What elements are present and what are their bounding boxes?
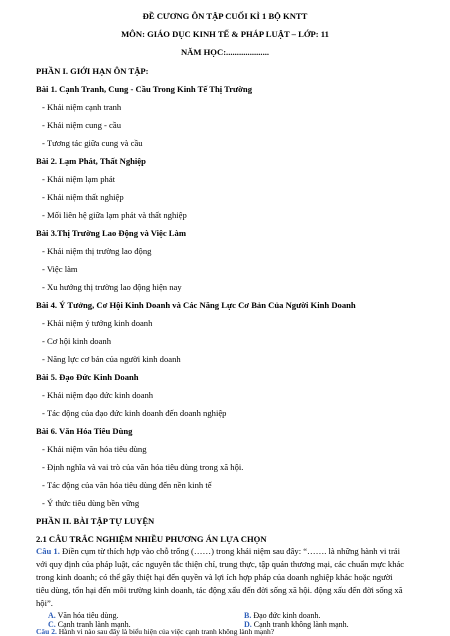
question-1-label: Câu 1. [36, 546, 60, 556]
lesson-item: - Khái niệm lạm phát [42, 174, 116, 184]
lesson-item: - Khái niệm cung - cầu [42, 120, 121, 130]
lesson-item: - Việc làm [42, 264, 78, 274]
part1-heading: PHẦN I. GIỚI HẠN ÔN TẬP: [36, 66, 149, 76]
lesson-1-title: Bài 1. Cạnh Tranh, Cung - Cầu Trong Kinh Tế Thị Trường [36, 84, 252, 94]
option-a[interactable] [48, 611, 119, 620]
option-key: A. [48, 611, 56, 620]
question-1-line: tiêu dùng, tổn hại đến môi trường kinh doanh, tác động xấu đến đời sống xã hội. động xấu đến đời sống xã [36, 585, 403, 595]
subject-line: MÔN: GIÁO DỤC KINH TẾ & PHÁP LUẬT – LỚP: 11 [121, 29, 329, 39]
lesson-item: - Tác động của đạo đức kinh doanh đến doanh nghiệp [42, 408, 227, 418]
question-1-text: Điền cụm từ thích hợp vào chỗ trống (……) trong khái niệm sau đây: “……. là những hành vi trái [62, 546, 401, 556]
question-1-line: với quy định của pháp luật, các nguyên tắc thiện chí, trung thực, tập quán thương mại, các chuẩn mực khác [36, 559, 405, 569]
school-year-line: NĂM HỌC:.................... [180, 47, 270, 57]
lesson-3-title: Bài 3.Thị Trường Lao Động và Việc Làm [36, 228, 186, 238]
option-key: B. [244, 611, 252, 620]
lesson-item: - Khái niệm thất nghiệp [42, 192, 124, 202]
lesson-item: - Định nghĩa và vai trò của văn hóa tiêu dùng trong xã hội. [42, 462, 244, 472]
lesson-item: - Xu hướng thị trường lao động hiện nay [42, 282, 182, 292]
part2-heading: PHẦN II. BÀI TẬP TỰ LUYỆN [36, 516, 155, 526]
question-2-label: Câu 2. [36, 627, 57, 636]
lesson-4-title: Bài 4. Ý Tưởng, Cơ Hội Kinh Doanh và Các Năng Lực Cơ Bản Của Người Kinh Doanh [36, 300, 356, 310]
option-text: Văn hóa tiêu dùng. [57, 611, 119, 620]
lesson-item: - Mối liên hệ giữa lạm phát và thất nghiệp [42, 210, 187, 220]
lesson-item: - Ý thức tiêu dùng bền vững [42, 498, 140, 508]
lesson-item: - Năng lực cơ bản của người kinh doanh [42, 354, 181, 364]
lesson-item: - Cơ hội kinh doanh [42, 336, 111, 346]
option-text: Cạnh tranh không lành mạnh. [253, 620, 349, 629]
lesson-2-title: Bài 2. Lạm Phát, Thất Nghiệp [36, 156, 146, 166]
option-key: C. [48, 620, 56, 629]
option-text: Đạo đức kinh doanh. [253, 611, 321, 620]
question-2-text: Hành vi nào sau đây là biểu hiện của việc cạnh tranh không lành mạnh? [58, 627, 275, 636]
question-1-line [36, 546, 400, 557]
lesson-item: - Tác động của văn hóa tiêu dùng đến nền kinh tế [42, 480, 212, 490]
lesson-item: - Khái niệm thị trường lao động [42, 246, 152, 256]
lesson-item: - Khái niệm văn hóa tiêu dùng [42, 444, 147, 454]
lesson-item: - Khái niệm ý tưởng kinh doanh [42, 318, 153, 328]
option-text: Cạnh tranh lành mạnh. [57, 620, 131, 629]
lesson-item: - Khái niệm đạo đức kinh doanh [42, 390, 154, 400]
document-title: ĐỀ CƯƠNG ÔN TẬP CUỐI KÌ 1 BỘ KNTT [142, 11, 308, 21]
section-heading: 2.1 CÂU TRẮC NGHIỆM NHIỀU PHƯƠNG ÁN LỰA CHỌN [36, 534, 267, 544]
lesson-item: - Khái niệm cạnh tranh [42, 102, 122, 112]
lesson-5-title: Bài 5. Đạo Đức Kinh Doanh [36, 372, 139, 382]
lesson-6-title: Bài 6. Văn Hóa Tiêu Dùng [36, 426, 133, 436]
lesson-item: - Tương tác giữa cung và cầu [42, 138, 143, 148]
option-b[interactable] [244, 611, 320, 620]
question-1-line: trong kinh doanh; có thể gây thiệt hại đến quyền và lợi ích hợp pháp của doanh nghiệp khác hoặc người [36, 572, 393, 582]
question-1-line: hội”. [36, 598, 53, 608]
option-key: D. [244, 620, 252, 629]
question-2 [36, 628, 274, 636]
